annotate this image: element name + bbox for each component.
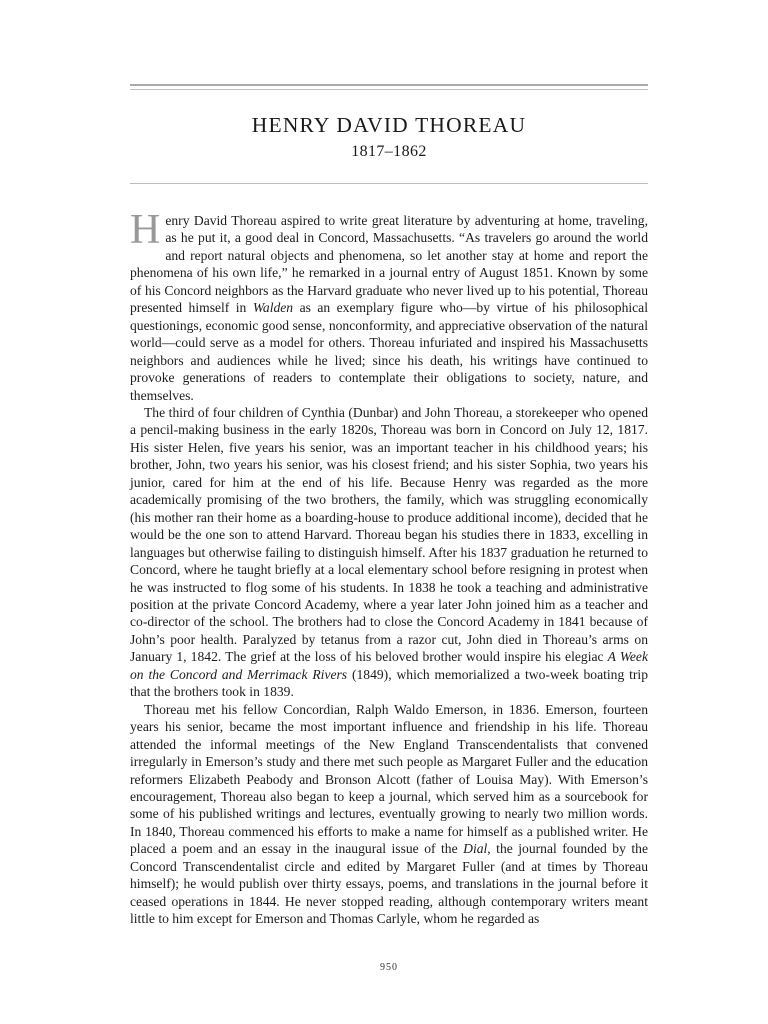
paragraph-2 — [130, 404, 648, 701]
title-divider — [130, 183, 648, 184]
chapter-dates: 1817–1862 — [351, 143, 427, 160]
text-run: (1849), which memorialized a two-week boating trip that the brothers took in 1839. — [130, 666, 648, 700]
text-run: enry David Thoreau aspired to write great literature by adventuring at home, traveling, as he put it, a good deal in Concord, Massachusetts. “As travelers go around the world and report natural objects and phenomena, so let another stay at home and report the phenomena of his own life,” he remarked in a journal entry of August 1851. Known by some of his Concord neighbors as the Harvard graduate who never lived up to his potential, Thoreau presented himself in — [130, 213, 648, 316]
journal-title: Dial — [463, 841, 488, 857]
text-run: The third of four children of Cynthia (Dunbar) and John Thoreau, a storekeeper who opened a pencil-making business in the early 1820s, Thoreau was born in Concord on July 12, 1817. His sister Helen, five years his senior, was an important teacher in his childhood years; his brother, John, two years his senior, was his closest friend; and his sister Sophia, two years his junior, cared for him at the end of his life. Because Henry was regarded as the more academically promising of the two brothers, the family, which was struggling economically (his mother ran their home as a boarding-house to produce additional income), decided that he would be the one son to attend Harvard. Thoreau began his studies there in 1833, excelling in languages but otherwise failing to distinguish himself. After his 1837 graduation he returned to Concord, where he taught briefly at a local elementary school before resigning in protest when he was instructed to flog some of his students. In 1838 he took a teaching and administrative position at the private Concord Academy, where a year later John joined him as a teacher and co-director of the school. The brothers had to close the Concord Academy in 1841 because of John’s poor health. Paralyzed by tetanus from a razor cut, John died in Thoreau’s arms on January 1, 1842. The grief at the loss of his beloved brother would inspire his elegiac — [130, 404, 648, 665]
text-run: as an exemplary figure who—by virtue of his philosophical questionings, economic good sense, nonconformity, and appreciative observation of the natural world—could serve as a model for others. Thoreau infuriated and inspired his Massachusetts neighbors and audiences while he lived; since his death, his writings have continued to provoke generations of readers to contemplate their obligations to society, nature, and themselves. — [130, 300, 648, 403]
body-text — [130, 207, 648, 928]
page-number: 950 — [380, 962, 398, 973]
drop-cap: H — [130, 207, 161, 253]
paragraph-1-text — [130, 207, 648, 403]
top-rule-thin — [130, 89, 648, 90]
book-title: Walden — [252, 300, 294, 316]
paragraph-1 — [130, 207, 648, 404]
text-run: , the journal founded by the Concord Transcendentalist circle and edited by Margaret Fuller (and at times by Thoreau himself); he would publish over thirty essays, poems, and translations in the journal before it ceased operations in 1844. He never stopped reading, although contemporary writers meant little to him except for Emerson and Thomas Carlyle, whom he regarded as — [130, 841, 648, 927]
text-run: Thoreau met his fellow Concordian, Ralph Waldo Emerson, in 1836. Emerson, fourteen years his senior, became the most important influence and friendship in his life. Thoreau attended the informal meetings of the New England Transcendentalists that convened irregularly in Emerson’s study and there met such people as Margaret Fuller and the education reformers Elizabeth Peabody and Bronson Alcott (father of Louisa May). With Emerson’s encouragement, Thoreau also began to keep a journal, which served him as a sourcebook for some of his published writings and lectures, eventually growing to nearly two million words. In 1840, Thoreau commenced his efforts to make a name for himself as a published writer. He placed a poem and an essay in the inaugural issue of the — [130, 701, 648, 857]
book-title: A Week on the Concord and Merrimack Rivers — [130, 649, 648, 682]
paragraph-3 — [130, 701, 648, 928]
top-rule — [130, 84, 648, 86]
chapter-title: HENRY DAVID THOREAU — [251, 113, 527, 137]
